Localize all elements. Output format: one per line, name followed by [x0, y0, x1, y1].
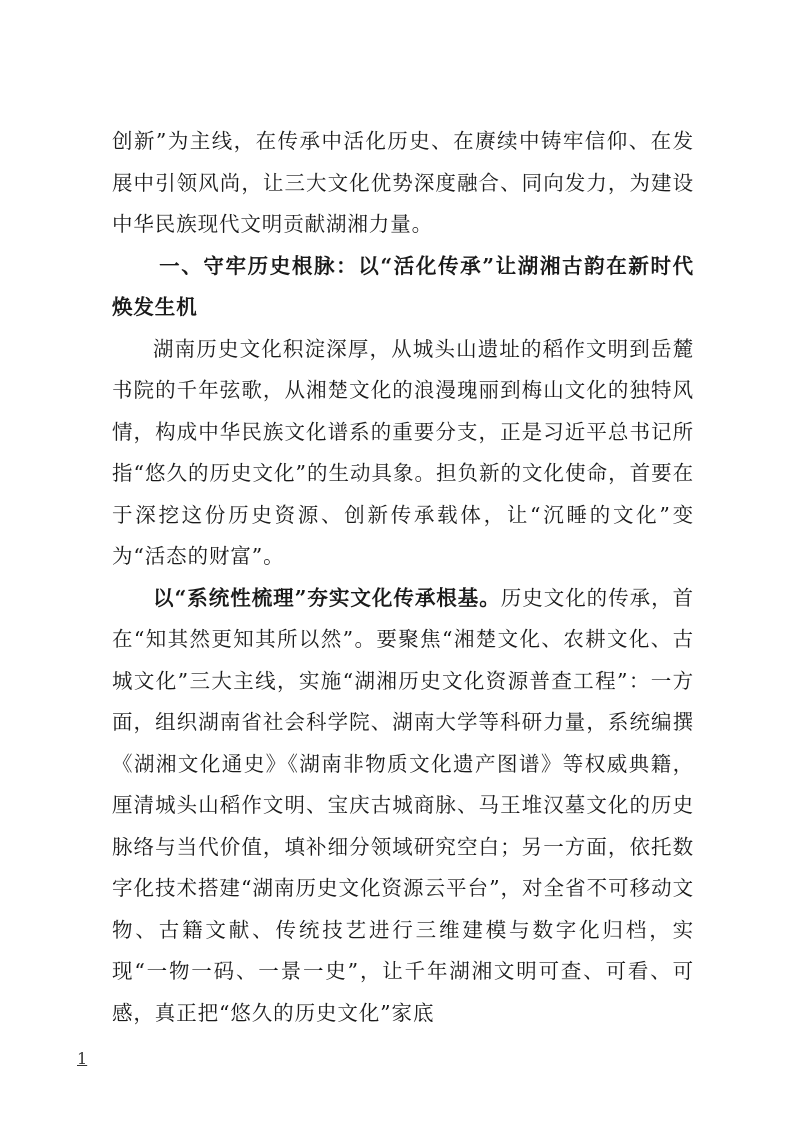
- paragraph-intro: 湖南历史文化积淀深厚，从城头山遗址的稻作文明到岳麓书院的千年弦歌，从湘楚文化的浪漫瑰丽到梅山文化的独特风情，构成中华民族文化谱系的重要分支，正是习近平总书记所指“悠久的历史文化”的生动具象。担负新的文化使命，首要在于深挖这份历史资源、创新传承载体，让“沉睡的文化”变为“活态的财富”。: [112, 336, 694, 568]
- document-body: [112, 121, 694, 1034]
- section-heading: 一、守牢历史根脉：以“活化传承”让湖湘古韵在新时代焕发生机: [112, 253, 694, 319]
- paragraph-body: 历史文化的传承，首在“知其然更知其所以然”。要聚焦“湘楚文化、农耕文化、古城文化”三大主线，实施“湖湘历史文化资源普查工程”：一方面，组织湖南省社会科学院、湖南大学等科研力量，系统编撰《湖湘文化通史》《湖南非物质文化遗产图谱》等权威典籍，厘清城头山稻作文明、宝庆古城商脉、马王堆汉墓文化的历史脉络与当代价值，填补细分领域研究空白；另一方面，依托数字化技术搭建“湖南历史文化资源云平台”，对全省不可移动文物、古籍文献、传统技艺进行三维建模与数字化归档，实现“一物一码、一景一史”，让千年湖湘文明可查、可看、可感，真正把“悠久的历史文化”家底: [112, 585, 694, 1025]
- paragraph-continuation: 创新”为主线，在传承中活化历史、在赓续中铸牢信仰、在发展中引领风尚，让三大文化优势深度融合、同向发力，为建设中华民族现代文明贡献湖湘力量。: [112, 129, 694, 236]
- paragraph-lead: 以“系统性梳理”夯实文化传承根基。: [153, 585, 501, 610]
- page-number: 1: [77, 1049, 88, 1068]
- paragraph-systematic: [112, 578, 694, 1035]
